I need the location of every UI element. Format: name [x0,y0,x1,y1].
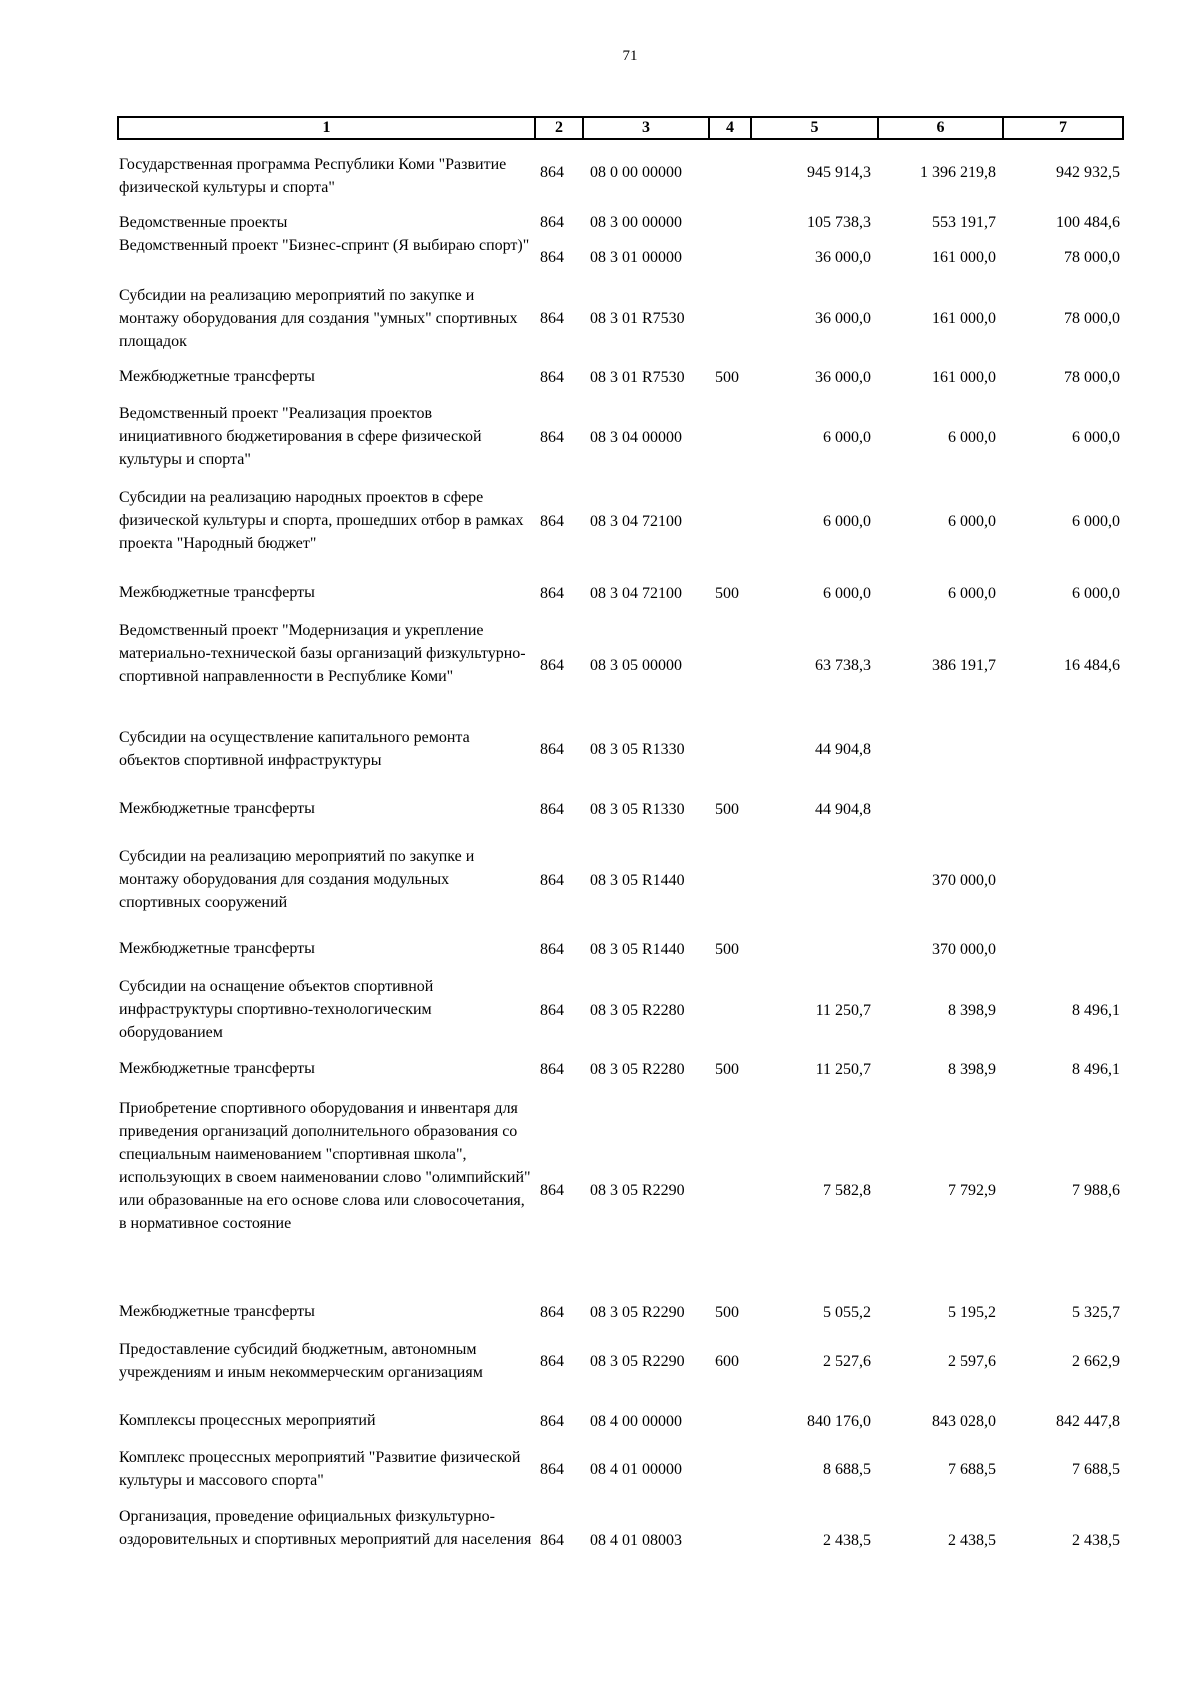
row-admin-code: 864 [540,1304,564,1321]
row-expense-type: 600 [715,1353,739,1370]
row-name: Межбюджетные трансферты [119,1060,315,1077]
row-target-code: 08 4 01 00000 [590,1461,682,1478]
row-target-code: 08 3 01 00000 [590,249,682,266]
row-name: Субсидии на осуществление капитального ремонта объектов спортивной инфраструктуры [119,729,470,769]
row-target-code: 08 4 01 08003 [590,1532,682,1549]
row-admin-code: 864 [540,1461,564,1478]
row-admin-code: 864 [540,1002,564,1019]
row-value-col6: 8 398,9 [948,1061,996,1078]
row-value-col6: 843 028,0 [932,1413,996,1430]
row-name: Комплекс процессных мероприятий "Развитие физической культуры и массового спорта" [119,1449,521,1489]
row-name: Субсидии на оснащение объектов спортивной инфраструктуры спортивно-технологическим оборудованием [119,978,434,1041]
row-target-code: 08 3 05 R2280 [590,1061,685,1078]
row-admin-code: 864 [540,249,564,266]
row-value-col6: 370 000,0 [932,872,996,889]
row-target-code: 08 3 04 72100 [590,585,682,602]
row-value-col6: 161 000,0 [932,249,996,266]
row-value-col7: 5 325,7 [1072,1304,1120,1321]
row-value-col7: 942 932,5 [1056,164,1120,181]
row-value-col6: 161 000,0 [932,369,996,386]
row-name: Межбюджетные трансферты [119,584,315,601]
row-name: Ведомственный проект "Модернизация и укрепление материально-технической базы организаций физкультурно-спортивной направленности в Республике Коми" [119,622,526,685]
column-header-3: 3 [583,117,709,139]
row-value-col7: 78 000,0 [1064,369,1120,386]
row-value-col5: 8 688,5 [823,1461,871,1478]
row-target-code: 08 3 01 R7530 [590,310,685,327]
row-expense-type: 500 [715,1304,739,1321]
row-admin-code: 864 [540,1353,564,1370]
row-value-col5: 44 904,8 [815,741,871,758]
row-value-col7: 6 000,0 [1072,429,1120,446]
column-header-7: 7 [1003,117,1123,139]
row-value-col6: 6 000,0 [948,585,996,602]
row-value-col5: 2 438,5 [823,1532,871,1549]
row-target-code: 08 3 05 R2290 [590,1304,685,1321]
row-admin-code: 864 [540,585,564,602]
row-value-col5: 11 250,7 [815,1061,871,1078]
row-target-code: 08 3 05 00000 [590,657,682,674]
row-name: Ведомственные проекты [119,214,288,231]
row-value-col7: 78 000,0 [1064,310,1120,327]
row-value-col7: 7 988,6 [1072,1182,1120,1199]
row-admin-code: 864 [540,872,564,889]
row-admin-code: 864 [540,941,564,958]
row-value-col5: 2 527,6 [823,1353,871,1370]
row-value-col7: 8 496,1 [1072,1002,1120,1019]
row-value-col7: 100 484,6 [1056,214,1120,231]
row-name: Субсидии на реализацию народных проектов в сфере физической культуры и спорта, прошедших отбор в рамках проекта "Народный бюджет" [119,489,524,552]
column-header-1: 1 [118,117,535,139]
row-value-col6: 5 195,2 [948,1304,996,1321]
row-value-col6: 370 000,0 [932,941,996,958]
row-admin-code: 864 [540,214,564,231]
row-value-col5: 105 738,3 [807,214,871,231]
row-name: Межбюджетные трансферты [119,368,315,385]
row-admin-code: 864 [540,1182,564,1199]
row-target-code: 08 0 00 00000 [590,164,682,181]
row-value-col5: 11 250,7 [815,1002,871,1019]
row-value-col6: 7 688,5 [948,1461,996,1478]
row-name: Приобретение спортивного оборудования и инвентаря для приведения организаций дополнительного образования со специальным наименованием "спортивная школа", использующих в своем наименовании слово "олимпийский" или образованные на его основе слова или словосочетания, в нормативное состояние [119,1100,531,1232]
row-admin-code: 864 [540,741,564,758]
row-value-col5: 6 000,0 [823,585,871,602]
row-value-col5: 5 055,2 [823,1304,871,1321]
row-expense-type: 500 [715,941,739,958]
row-expense-type: 500 [715,1061,739,1078]
row-name: Субсидии на реализацию мероприятий по закупке и монтажу оборудования для создания "умных" спортивных площадок [119,287,518,350]
column-header-5: 5 [751,117,878,139]
row-name: Межбюджетные трансферты [119,800,315,817]
row-value-col5: 6 000,0 [823,429,871,446]
row-name: Организация, проведение официальных физкультурно-оздоровительных и спортивных мероприятий для населения [119,1508,532,1548]
row-admin-code: 864 [540,801,564,818]
row-admin-code: 864 [540,1061,564,1078]
column-header-2: 2 [535,117,583,139]
row-name: Комплексы процессных мероприятий [119,1412,376,1429]
row-value-col6: 6 000,0 [948,429,996,446]
row-admin-code: 864 [540,369,564,386]
row-target-code: 08 3 05 R1330 [590,801,685,818]
row-name: Межбюджетные трансферты [119,940,315,957]
column-header-6: 6 [878,117,1003,139]
row-value-col7: 2 662,9 [1072,1353,1120,1370]
row-value-col6: 386 191,7 [932,657,996,674]
row-admin-code: 864 [540,657,564,674]
row-value-col7: 78 000,0 [1064,249,1120,266]
page-number: 71 [622,48,638,64]
row-value-col7: 2 438,5 [1072,1532,1120,1549]
row-target-code: 08 3 00 00000 [590,214,682,231]
row-target-code: 08 3 05 R1440 [590,941,685,958]
row-target-code: 08 3 05 R1440 [590,872,685,889]
row-target-code: 08 3 05 R2290 [590,1353,685,1370]
row-target-code: 08 3 04 72100 [590,513,682,530]
row-value-col6: 2 438,5 [948,1532,996,1549]
row-name: Предоставление субсидий бюджетным, автономным учреждениям и иным некоммерческим организациям [119,1341,483,1381]
row-value-col5: 7 582,8 [823,1182,871,1199]
row-expense-type: 500 [715,369,739,386]
row-value-col5: 6 000,0 [823,513,871,530]
row-value-col6: 2 597,6 [948,1353,996,1370]
row-value-col7: 6 000,0 [1072,585,1120,602]
row-value-col5: 44 904,8 [815,801,871,818]
row-admin-code: 864 [540,429,564,446]
row-value-col6: 6 000,0 [948,513,996,530]
row-name: Ведомственный проект "Реализация проектов инициативного бюджетирования в сфере физической культуры и спорта" [119,405,482,468]
row-value-col7: 842 447,8 [1056,1413,1120,1430]
row-value-col6: 161 000,0 [932,310,996,327]
row-name: Субсидии на реализацию мероприятий по закупке и монтажу оборудования для создания модульных спортивных сооружений [119,848,475,911]
row-target-code: 08 4 00 00000 [590,1413,682,1430]
row-value-col5: 840 176,0 [807,1413,871,1430]
row-target-code: 08 3 05 R2280 [590,1002,685,1019]
row-value-col5: 36 000,0 [815,249,871,266]
row-expense-type: 500 [715,585,739,602]
row-value-col6: 1 396 219,8 [920,164,996,181]
row-value-col7: 7 688,5 [1072,1461,1120,1478]
row-admin-code: 864 [540,164,564,181]
row-admin-code: 864 [540,513,564,530]
row-name: Государственная программа Республики Коми "Развитие физической культуры и спорта" [119,156,507,196]
row-admin-code: 864 [540,1532,564,1549]
row-target-code: 08 3 05 R2290 [590,1182,685,1199]
row-target-code: 08 3 05 R1330 [590,741,685,758]
row-admin-code: 864 [540,310,564,327]
row-value-col5: 36 000,0 [815,310,871,327]
row-value-col6: 8 398,9 [948,1002,996,1019]
row-name: Межбюджетные трансферты [119,1303,315,1320]
row-value-col5: 945 914,3 [807,164,871,181]
row-admin-code: 864 [540,1413,564,1430]
row-target-code: 08 3 04 00000 [590,429,682,446]
row-value-col7: 8 496,1 [1072,1061,1120,1078]
column-header-4: 4 [709,117,751,139]
row-value-col5: 36 000,0 [815,369,871,386]
row-name: Ведомственный проект "Бизнес-спринт (Я выбираю спорт)" [119,237,530,254]
row-target-code: 08 3 01 R7530 [590,369,685,386]
row-value-col5: 63 738,3 [815,657,871,674]
row-value-col6: 553 191,7 [932,214,996,231]
row-value-col7: 6 000,0 [1072,513,1120,530]
row-value-col6: 7 792,9 [948,1182,996,1199]
row-expense-type: 500 [715,801,739,818]
row-value-col7: 16 484,6 [1064,657,1120,674]
